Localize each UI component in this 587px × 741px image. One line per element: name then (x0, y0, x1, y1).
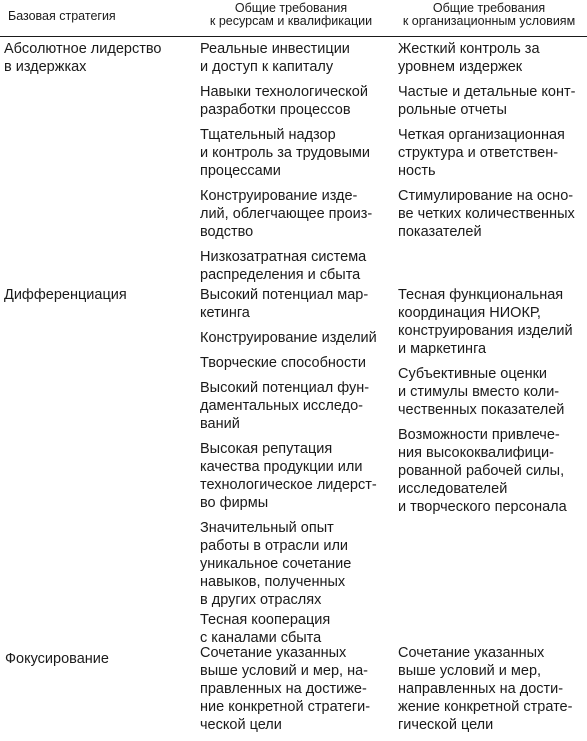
list-item: Стимулирование на осно- ве четких количественных показателей (398, 188, 575, 240)
header-resources: Общие требования к ресурсам и квалификации (209, 1, 373, 28)
resources-cell (200, 40, 390, 291)
strategy-cell (4, 286, 188, 304)
list-item: Жесткий контроль за уровнем издержек (398, 41, 540, 75)
list-item: Реальные инвестиции и доступ к капиталу (200, 41, 350, 75)
org-cell (398, 40, 584, 248)
resources-cell (200, 644, 390, 741)
list-item: Возможности привлече- ния высококвалифици- рованной рабочей силы, исследователей и творческого персонала (398, 427, 567, 515)
list-item: Высокий потенциал мар- кетинга (200, 287, 369, 321)
list-item: Тесная кооперация с каналами сбыта (200, 612, 331, 646)
table-header (0, 0, 587, 37)
list-item: Сочетание указанных выше условий и мер, направленных на дости- жение конкретной страте- гической цели (398, 645, 573, 733)
strategy-name: Фокусирование (5, 651, 109, 667)
list-item: Творческие способности (200, 355, 366, 371)
strategy-cell (4, 644, 188, 668)
strategy-cell (4, 40, 188, 76)
org-cell (398, 286, 584, 523)
strategy-name: Абсолютное лидерство в издержках (4, 41, 162, 75)
header-org-conditions: Общие требования к организационным условиям (402, 1, 576, 28)
list-item: Высокий потенциал фун- даментальных исследо- ваний (200, 380, 370, 432)
list-item: Тесная функциональная координация НИОКР, конструирования изделий и маркетинга (398, 287, 573, 357)
list-item: Значительный опыт работы в отрасли или уникальное сочетание навыков, полученных в других отраслях (200, 520, 352, 608)
org-cell (398, 644, 584, 741)
list-item: Тщательный надзор и контроль за трудовыми процессами (200, 127, 370, 179)
list-item: Четкая организационная структура и ответствен- ность (398, 127, 565, 179)
list-item: Сочетание указанных выше условий и мер, на- правленных на достиже- ние конкретной стратеги- ческой цели (200, 645, 371, 733)
resources-cell (200, 286, 390, 654)
list-item: Высокая репутация качества продукции или технологическое лидерст- во фирмы (200, 441, 377, 511)
list-item: Частые и детальные конт- рольные отчеты (398, 84, 576, 118)
list-item: Навыки технологической разработки процессов (200, 84, 368, 118)
list-item: Конструирование изде- лий, облегчающее произ- водство (200, 188, 373, 240)
strategy-name: Дифференциация (4, 287, 127, 303)
header-strategy: Базовая стратегия (8, 9, 116, 23)
list-item: Субъективные оценки и стимулы вместо коли- чественных показателей (398, 366, 565, 418)
list-item: Конструирование изделий (200, 330, 377, 346)
list-item: Низкозатратная система распределения и сбыта (200, 249, 367, 283)
